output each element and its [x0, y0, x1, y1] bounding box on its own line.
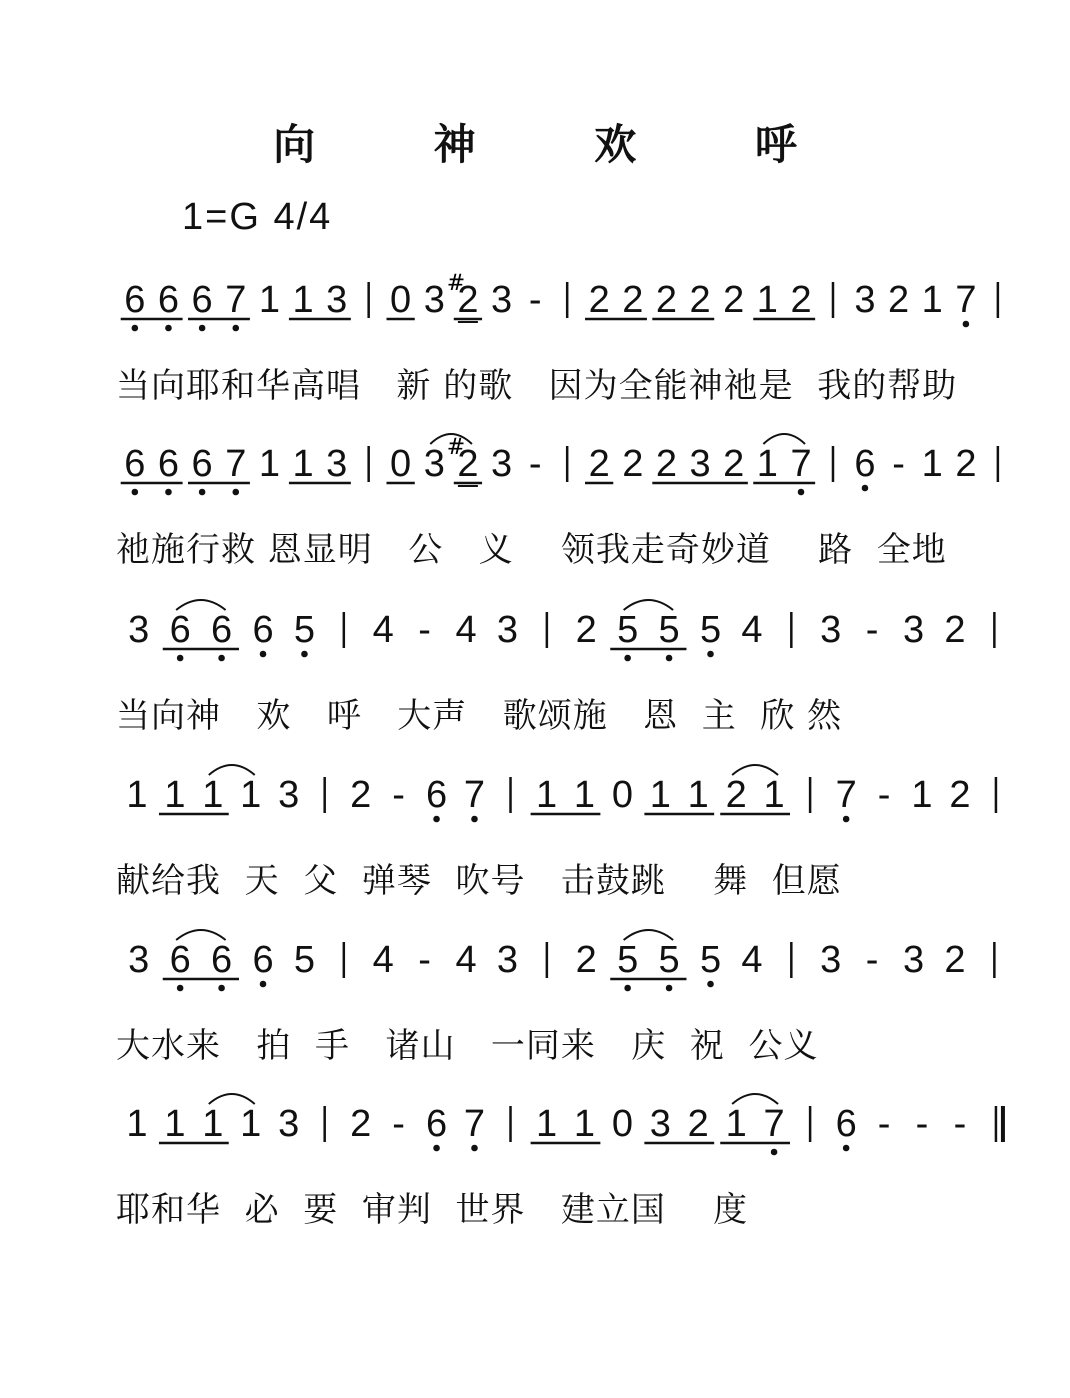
note-digit: 7 — [225, 443, 247, 485]
low-octave-dot — [624, 985, 631, 992]
low-octave-dot — [218, 655, 225, 662]
note-digit: 6 — [169, 939, 191, 981]
note-digit: 1 — [687, 774, 709, 816]
note-digit: 7 — [835, 774, 857, 816]
note-digit: 0 — [390, 443, 412, 485]
low-octave-dot — [177, 655, 184, 662]
notation-line-5 — [118, 928, 1018, 1008]
low-octave-dot — [260, 651, 267, 658]
note-digit: 1 — [258, 443, 280, 485]
note-digit: 3 — [496, 939, 519, 981]
note-digit: 1 — [921, 443, 943, 485]
note-digit: 2 — [575, 939, 597, 981]
low-octave-dot — [260, 981, 267, 988]
note-digit: 6 — [425, 1103, 448, 1145]
note-digit: 7 — [790, 443, 812, 485]
note-digit: 7 — [463, 774, 486, 816]
low-octave-dot — [624, 655, 631, 662]
sharp-sign: # — [446, 271, 466, 296]
note-digit: 3 — [423, 443, 445, 485]
note-digit: 6 — [425, 774, 448, 816]
note-digit: 1 — [292, 279, 314, 321]
note-digit: 1 — [202, 1103, 224, 1145]
note-digit: 3 — [496, 609, 519, 651]
note-digit: 3 — [326, 279, 348, 321]
note-digit: 3 — [278, 774, 300, 816]
note-digit: 3 — [278, 1103, 300, 1145]
note-digit: 6 — [854, 443, 876, 485]
note-digit: 0 — [611, 774, 633, 816]
notation-svg — [118, 928, 1023, 1008]
low-octave-dot — [471, 1145, 478, 1152]
note-digit: 4 — [455, 939, 477, 981]
note-digit: 6 — [252, 939, 274, 981]
notation-svg — [118, 432, 1023, 512]
note-digit: 3 — [326, 443, 348, 485]
low-octave-dot — [232, 489, 239, 496]
note-digit: 7 — [225, 279, 247, 321]
lyric-line-3: 当向神 欢 呼 大声 歌颂施 恩 主 欣 然 — [116, 696, 843, 736]
note-digit: 2 — [689, 279, 711, 321]
low-octave-dot — [199, 489, 206, 496]
low-octave-dot — [666, 985, 673, 992]
note-digit: 5 — [658, 939, 680, 981]
note-digit: 2 — [457, 279, 479, 321]
note-digit: 4 — [741, 609, 763, 651]
note-digit: 4 — [372, 609, 394, 651]
note-digit: 2 — [723, 443, 745, 485]
low-octave-dot — [301, 651, 308, 658]
note-digit: 1 — [126, 774, 148, 816]
note-digit: 5 — [293, 939, 316, 981]
notation-svg — [118, 763, 1023, 843]
song-title: 向 神 欢 呼 — [273, 120, 849, 169]
note-digit: 1 — [911, 774, 933, 816]
low-octave-dot — [132, 325, 139, 332]
low-octave-dot — [843, 1145, 850, 1152]
note-digit: 0 — [611, 1103, 633, 1145]
extension-dash: - — [953, 1103, 967, 1145]
extension-dash: - — [528, 279, 542, 321]
note-digit: 2 — [575, 609, 597, 651]
low-octave-dot — [771, 1149, 778, 1156]
low-octave-dot — [963, 321, 970, 328]
note-digit: 3 — [902, 609, 925, 651]
note-digit: 7 — [955, 279, 977, 321]
extension-dash: - — [865, 609, 879, 651]
extension-dash: - — [418, 609, 431, 651]
lyric-line-6: 耶和华 必 要 审判 世界 建立国 度 — [116, 1190, 749, 1230]
note-digit: 3 — [491, 443, 513, 485]
note-digit: 2 — [457, 443, 479, 485]
note-digit: 2 — [944, 939, 966, 981]
note-digit: 1 — [725, 1103, 747, 1145]
note-digit: 1 — [240, 1103, 262, 1145]
note-digit: 0 — [390, 279, 412, 321]
note-digit: 6 — [191, 279, 213, 321]
note-digit: 6 — [169, 609, 191, 651]
note-digit: 2 — [588, 279, 610, 321]
note-digit: 2 — [790, 279, 812, 321]
notation-line-4 — [118, 763, 1018, 843]
key-signature: 1=G 4/4 — [182, 196, 333, 238]
note-digit: 4 — [455, 609, 477, 651]
note-digit: 6 — [124, 279, 146, 321]
note-digit: 3 — [902, 939, 925, 981]
note-digit: 2 — [622, 443, 644, 485]
note-digit: 6 — [157, 443, 180, 485]
note-digit: 2 — [588, 443, 610, 485]
note-digit: 5 — [658, 609, 680, 651]
low-octave-dot — [798, 489, 805, 496]
low-octave-dot — [177, 985, 184, 992]
low-octave-dot — [165, 489, 172, 496]
note-digit: 1 — [756, 279, 778, 321]
extension-dash: - — [528, 443, 542, 485]
note-digit: 2 — [888, 279, 910, 321]
note-digit: 1 — [763, 774, 785, 816]
note-digit: 3 — [128, 609, 150, 651]
notation-line-6 — [118, 1092, 1018, 1172]
note-digit: 1 — [535, 774, 558, 816]
note-digit: 1 — [164, 1103, 186, 1145]
low-octave-dot — [433, 816, 440, 823]
note-digit: 1 — [126, 1103, 148, 1145]
note-digit: 4 — [372, 939, 394, 981]
note-digit: 1 — [649, 774, 671, 816]
low-octave-dot — [707, 651, 714, 658]
notation-line-1 — [118, 268, 1018, 348]
lyric-line-1: 当向耶和华高唱 新 的歌 因为全能神祂是 我的帮助 — [116, 366, 958, 406]
sharp-sign: # — [446, 435, 466, 460]
low-octave-dot — [165, 325, 172, 332]
note-digit: 2 — [723, 279, 745, 321]
note-digit: 2 — [949, 774, 971, 816]
note-digit: 7 — [463, 1103, 486, 1145]
extension-dash: - — [418, 939, 431, 981]
note-digit: 3 — [820, 609, 842, 651]
low-octave-dot — [707, 981, 714, 988]
extension-dash: - — [877, 1103, 891, 1145]
lyric-line-5: 大水来 拍 手 诸山 一同来 庆 祝 公义 — [116, 1026, 819, 1066]
notation-svg — [118, 268, 1023, 348]
note-digit: 6 — [124, 443, 146, 485]
lyric-line-4: 献给我 天 父 弹琴 吹号 击鼓跳 舞 但愿 — [116, 861, 842, 901]
note-digit: 7 — [763, 1103, 785, 1145]
extension-dash: - — [392, 774, 405, 816]
extension-dash: - — [865, 939, 879, 981]
note-digit: 6 — [211, 939, 233, 981]
lyric-line-2: 祂施行救 恩显明 公 义 领我走奇妙道 路 全地 — [116, 530, 947, 570]
note-digit: 6 — [191, 443, 213, 485]
note-digit: 1 — [573, 774, 596, 816]
note-digit: 3 — [820, 939, 842, 981]
note-digit: 3 — [423, 279, 445, 321]
note-digit: 2 — [350, 774, 372, 816]
notation-line-2 — [118, 432, 1018, 512]
note-digit: 2 — [655, 443, 678, 485]
note-digit: 1 — [921, 279, 943, 321]
note-digit: 2 — [944, 609, 966, 651]
note-digit: 6 — [211, 609, 233, 651]
note-digit: 3 — [649, 1103, 671, 1145]
notation-svg — [118, 598, 1023, 678]
low-octave-dot — [666, 655, 673, 662]
note-digit: 1 — [240, 774, 262, 816]
note-digit: 1 — [756, 443, 778, 485]
note-digit: 2 — [350, 1103, 372, 1145]
note-digit: 2 — [622, 279, 644, 321]
note-digit: 3 — [854, 279, 876, 321]
note-digit: 1 — [292, 443, 314, 485]
low-octave-dot — [132, 489, 139, 496]
extension-dash: - — [892, 443, 905, 485]
note-digit: 4 — [741, 939, 763, 981]
extension-dash: - — [915, 1103, 929, 1145]
low-octave-dot — [218, 985, 225, 992]
note-digit: 1 — [535, 1103, 558, 1145]
note-digit: 6 — [835, 1103, 857, 1145]
note-digit: 2 — [687, 1103, 709, 1145]
note-digit: 2 — [725, 774, 747, 816]
low-octave-dot — [843, 816, 850, 823]
notation-line-3 — [118, 598, 1018, 678]
note-digit: 3 — [128, 939, 150, 981]
low-octave-dot — [199, 325, 206, 332]
note-digit: 5 — [699, 609, 722, 651]
note-digit: 1 — [202, 774, 224, 816]
note-digit: 2 — [655, 279, 678, 321]
extension-dash: - — [877, 774, 891, 816]
extension-dash: - — [392, 1103, 405, 1145]
note-digit: 1 — [258, 279, 280, 321]
note-digit: 6 — [157, 279, 180, 321]
note-digit: 1 — [573, 1103, 596, 1145]
low-octave-dot — [232, 325, 239, 332]
note-digit: 5 — [617, 939, 639, 981]
note-digit: 5 — [293, 609, 316, 651]
note-digit: 3 — [689, 443, 711, 485]
note-digit: 1 — [164, 774, 186, 816]
note-digit: 2 — [955, 443, 977, 485]
low-octave-dot — [862, 485, 869, 492]
note-digit: 6 — [252, 609, 274, 651]
note-digit: 5 — [617, 609, 639, 651]
note-digit: 5 — [699, 939, 722, 981]
note-digit: 3 — [491, 279, 513, 321]
notation-svg — [118, 1092, 1023, 1172]
low-octave-dot — [433, 1145, 440, 1152]
low-octave-dot — [471, 816, 478, 823]
